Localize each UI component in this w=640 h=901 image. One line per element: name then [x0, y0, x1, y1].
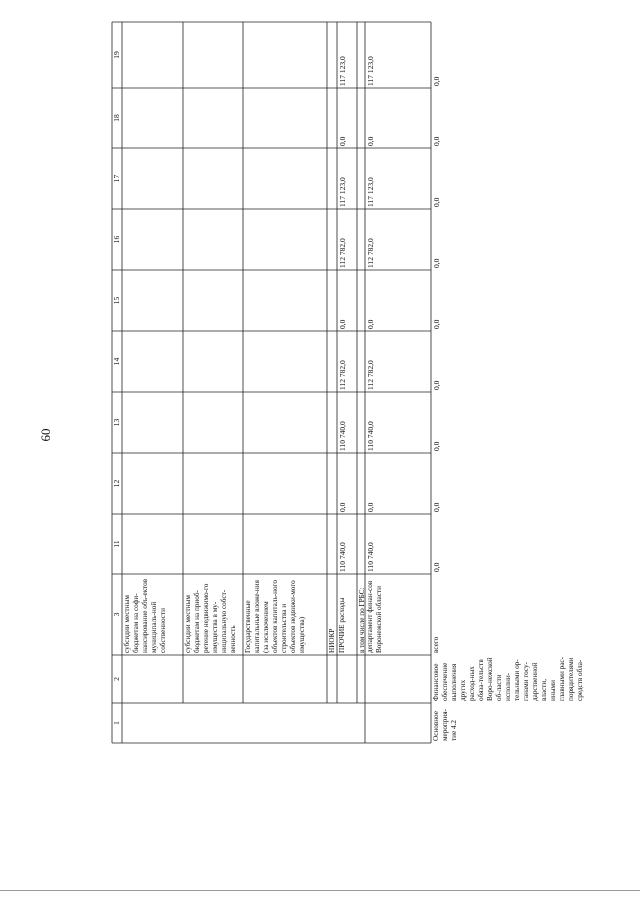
measure-cell: Основное мероприя-тие 4.2	[432, 709, 458, 741]
page-number: 60	[38, 428, 53, 442]
value-cell: 0,0	[432, 441, 441, 451]
description-cell: субсидии местным бюджетам на софи-нансирование объ-ектов муниципаль-ной собственности	[123, 578, 167, 653]
value-cell: 112 782,0	[338, 238, 347, 268]
header-cell: 2	[112, 677, 121, 681]
budget-table	[112, 22, 584, 743]
value-cell: 0,0	[432, 197, 441, 207]
value-cell: 112 782,0	[366, 238, 375, 268]
header-cell: 12	[112, 479, 121, 488]
description-cell: департамент финан-сов Воронежской области	[366, 580, 383, 653]
value-cell: 0,0	[432, 502, 441, 512]
value-cell: 0,0	[432, 76, 441, 86]
header-cell: 18	[112, 114, 121, 122]
value-cell: 110 740,0	[338, 542, 347, 572]
header-cell: 19	[112, 51, 121, 59]
value-cell: 117 123,0	[366, 56, 375, 86]
description-cell: всего	[432, 636, 440, 653]
value-cell: 0,0	[432, 136, 441, 146]
footer-rule	[0, 890, 640, 891]
header-cell: 15	[112, 296, 121, 305]
header-cell: 16	[112, 235, 121, 244]
value-cell: 110 740,0	[366, 542, 375, 572]
purpose-cell: Финансовое обеспечение выполнения других расход-ных обяза-тельств Воро-нежской об-ласти исполни-тельными ор-ганами госу-дарственной власти, иными главными рас-порядителями средств обла-	[432, 657, 584, 701]
header-cell: 17	[112, 174, 121, 183]
value-cell: 0,0	[432, 562, 441, 572]
description-cell: ПРОЧИЕ расходы	[338, 597, 346, 653]
value-cell: 0,0	[432, 380, 441, 390]
value-cell: 112 782,0	[338, 360, 347, 390]
value-cell: 0,0	[366, 319, 375, 329]
header-cell: 11	[112, 540, 121, 548]
description-cell: Государственные капитальные вложе-ния (за исключением объектов капиталь-ного строительства и объектов недвижи-мого имущества)	[244, 580, 306, 653]
value-cell: 117 123,0	[366, 177, 375, 207]
header-cell: 14	[112, 357, 121, 366]
value-cell: 117 123,0	[338, 56, 347, 86]
header-cell: 1	[112, 721, 121, 725]
value-cell: 112 782,0	[366, 360, 375, 390]
description-cell: НИОКР	[328, 628, 336, 653]
value-cell: 0,0	[338, 136, 347, 146]
value-cell: 110 740,0	[366, 421, 375, 451]
value-cell: 0,0	[338, 319, 347, 329]
value-cell: 0,0	[338, 502, 347, 512]
value-cell: 0,0	[432, 319, 441, 329]
header-cell: 13	[112, 418, 121, 427]
header-cell: 3	[112, 612, 121, 617]
value-cell: 0,0	[366, 502, 375, 512]
value-cell: 0,0	[432, 258, 441, 268]
value-cell: 117 123,0	[338, 177, 347, 207]
value-cell: 0,0	[366, 136, 375, 146]
value-cell: 110 740,0	[338, 421, 347, 451]
description-cell: субсидии местным бюджетам на приоб-ретение недвижимо-го имущества в му-ниципальную собст-венность	[184, 583, 237, 653]
description-cell: в том числе по ГРБС:	[358, 587, 366, 653]
